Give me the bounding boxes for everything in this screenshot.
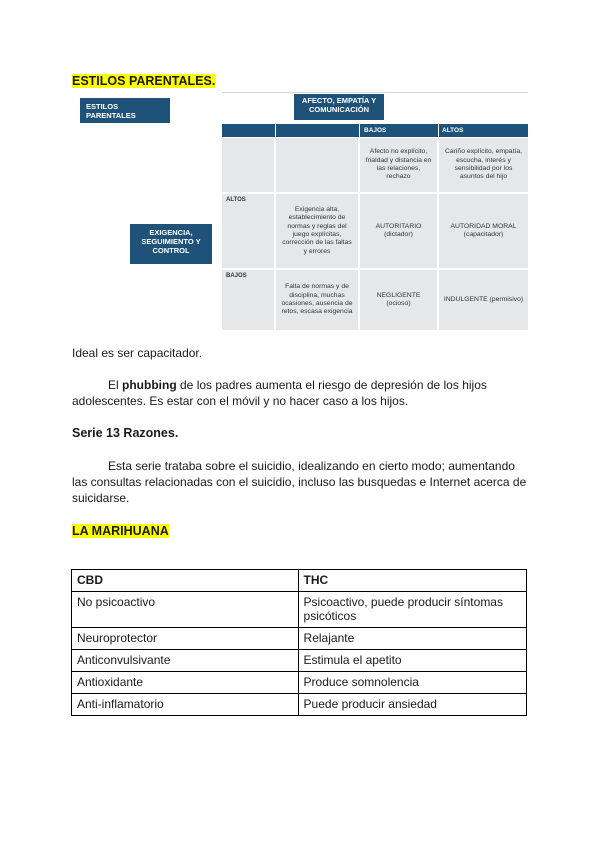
afecto-label-box	[294, 94, 384, 120]
exigencia-label: EXIGENCIA, SEGUIMIENTO Y CONTROL	[141, 228, 201, 255]
header-divider-1	[275, 124, 276, 137]
estilos-label: ESTILOS PARENTALES	[86, 102, 136, 120]
cell-row-bajos-label	[222, 270, 274, 330]
cell-indulgente: INDULGENTE (permisivo)	[439, 270, 528, 330]
cell-empty-2	[276, 138, 358, 192]
table-row	[72, 650, 527, 672]
parenting-styles-figure	[72, 94, 528, 334]
cell-exig-bajos: Falta de normas y de disciplina, muchas ocasiones, ausencia de retos, escasa exigencia	[276, 270, 358, 330]
table-row	[72, 628, 527, 650]
phubbing-post: de los padres aumenta el riesgo de depresión de los hijos adolescentes. Es estar con el móvil y no hacer caso a los hijos.	[72, 378, 487, 408]
col-altos-label: ALTOS	[442, 127, 464, 134]
cell-autoritario: AUTORITARIO (dictador)	[360, 194, 437, 268]
serie-paragraph: Esta serie trataba sobre el suicidio, idealizando en cierto modo; aumentando las consultas relacionadas con el suicidio, incluso las busquedas e Internet acerca de suicidarse.	[72, 459, 527, 505]
heading-estilos-parentales	[72, 72, 215, 90]
table-cell: Estimula el apetito	[298, 650, 526, 672]
heading-marihuana-text: LA MARIHUANA	[72, 524, 169, 538]
col-bajos-label: BAJOS	[364, 127, 387, 134]
serie-heading: Serie 13 Razones.	[72, 426, 179, 440]
exigencia-label-box	[130, 224, 212, 264]
phubbing-paragraph	[72, 377, 528, 409]
cell-row-altos-label	[222, 194, 274, 268]
header-divider-3	[438, 124, 439, 137]
table-cell: Relajante	[298, 628, 526, 650]
cell-autoridad-moral: AUTORIDAD MORAL (capacitador)	[439, 194, 528, 268]
phubbing-bold: phubbing	[122, 378, 177, 392]
row-altos-label: ALTOS	[226, 197, 246, 203]
estilos-label-box	[80, 98, 170, 123]
cell-negligente: NEGLIGENTE (ocioso)	[360, 270, 437, 330]
ideal-text: Ideal es ser capacitador.	[72, 346, 203, 360]
table-header-row	[72, 570, 527, 592]
table-row	[72, 592, 527, 628]
cbd-thc-table	[71, 569, 527, 716]
cell-exig-altos: Exigencia alta, establecimiento de normas y reglas del juego explícitas, corrección de las faltas y errores	[276, 194, 358, 268]
figure-top-rule	[222, 92, 528, 93]
table-cell: Anti-inflamatorio	[72, 694, 299, 716]
table-cell: Produce somnolencia	[298, 672, 526, 694]
table-cell: Anticonvulsivante	[72, 650, 299, 672]
header-cbd: CBD	[72, 570, 299, 592]
table-cell: Antioxidante	[72, 672, 299, 694]
table-cell: Puede producir ansiedad	[298, 694, 526, 716]
cell-empty-1	[222, 138, 274, 192]
header-thc: THC	[298, 570, 526, 592]
table-cell: Psicoactivo, puede producir síntomas psicóticos	[298, 592, 526, 628]
table-row	[72, 694, 527, 716]
phubbing-pre: El	[108, 378, 123, 392]
heading-estilos-text: ESTILOS PARENTALES.	[72, 74, 216, 88]
row-bajos-label: BAJOS	[226, 273, 247, 279]
cell-afecto-bajos: Afecto no explícito, frialdad y distancia en las relaciones, rechazo	[360, 138, 437, 192]
table-row	[72, 672, 527, 694]
cell-afecto-altos: Cariño explícito, empatía, escucha, interés y sensibilidad por los asuntos del hijo	[439, 138, 528, 192]
header-divider-2	[359, 124, 360, 137]
afecto-label: AFECTO, EMPATÍA Y COMUNICACIÓN	[301, 96, 377, 114]
table-cell: No psicoactivo	[72, 592, 299, 628]
table-cell: Neuroprotector	[72, 628, 299, 650]
heading-marihuana	[72, 522, 169, 540]
